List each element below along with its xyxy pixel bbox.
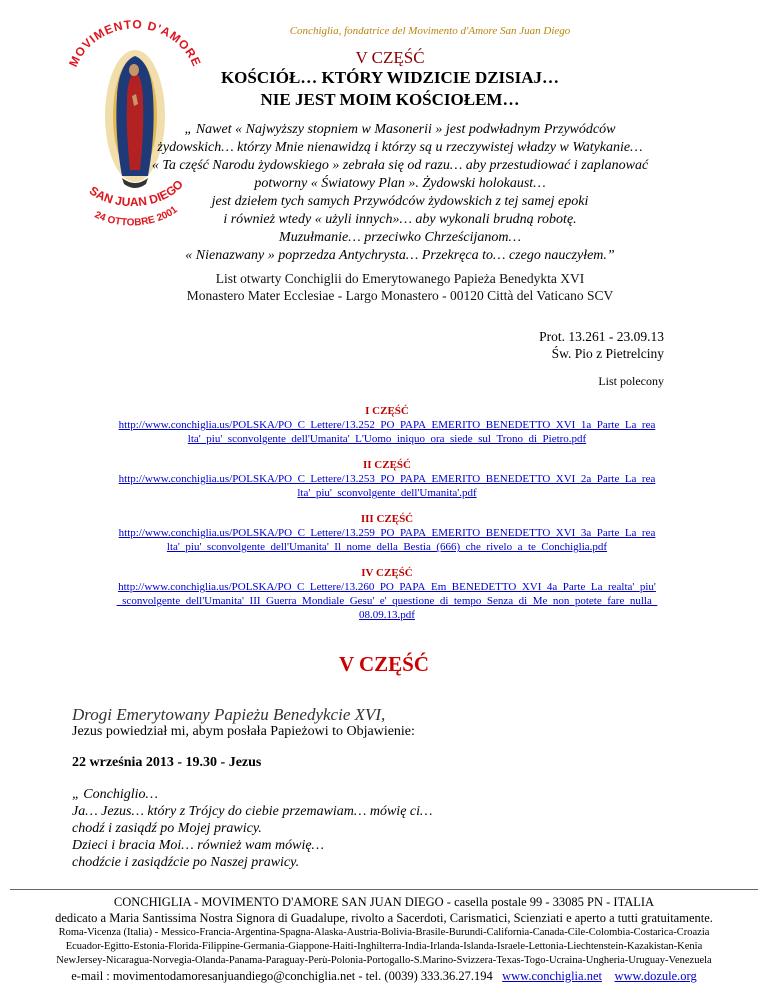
quote-line: i również wtedy « użyli innych»… aby wykonali brudną robotę. <box>223 212 577 227</box>
quote-line: „ Nawet « Najwyższy stopniem w Masonerii » jest podwładnym Przywódców <box>184 122 616 137</box>
footer-countries: NewJersey-Nicaragua-Norvegia-Olanda-Panama-Paraguay-Perù-Polonia-Portogallo-S.Marino-Svizzera-Texas-Togo-Ucraina-Ungheria-Uruguay-Venezuela <box>56 955 712 966</box>
part-link-group <box>62 458 712 500</box>
quote-line: Muzułmanie… przeciwko Chrześcijanom… <box>279 230 521 245</box>
footer-countries: Roma-Vicenza (Italia) - Messico-Francia-Argentina-Spagna-Alaska-Austria-Bolivia-Brasile-Burundi-California-Canada-Cile-Colombia-Costarica-Croazia <box>58 927 710 938</box>
message-date: 22 września 2013 - 19.30 - Jezus <box>72 755 262 770</box>
part-4-link-line[interactable]: http://www.conchiglia.us/POLSKA/PO_C_Lettere/13.260_PO_PAPA_Em_BENEDETTO_XVI_4a_Parte_La_realta'_piu' <box>118 581 656 593</box>
title-line-2: NIE JEST MOIM KOŚCIOŁEM… <box>260 90 520 109</box>
footer-address: CONCHIGLIA - MOVIMENTO D'AMORE SAN JUAN DIEGO - casella postale 99 - 33085 PN - ITALIA <box>113 895 655 909</box>
previous-parts-links <box>62 404 712 634</box>
message-line: Ja… Jezus… który z Trójcy do ciebie przemawiam… mówię ci… <box>72 804 433 819</box>
svg-text:MOVIMENTO D'AMORE: MOVIMENTO D'AMORE <box>66 17 204 70</box>
letter-location: Monastero Mater Ecclesiae - Largo Monastero - 00120 Città del Vaticano SCV <box>186 288 614 303</box>
part-label: II CZĘŚĆ <box>363 459 411 471</box>
title-line-1: KOŚCIÓŁ… KTÓRY WIDZICIE DZISIAJ… <box>220 68 560 87</box>
part-link-group <box>62 512 712 554</box>
intro-text: Jezus powiedział mi, abym posłała Papieżowi to Objawienie: <box>72 724 415 739</box>
footer <box>10 894 758 985</box>
message-line: chodź i zasiądź po Mojej prawicy. <box>72 821 262 836</box>
footer-countries: Ecuador-Egitto-Estonia-Florida-Filippine-Germania-Giappone-Haiti-Inghilterra-India-Irlanda-Islanda-Israele-Lettonia-Liechtenstein-Kazakistan-Kenia <box>65 941 703 952</box>
protocol-number: Prot. 13.261 - 23.09.13 <box>539 329 664 344</box>
letter-address <box>180 270 620 304</box>
part-4-link-line[interactable]: 08.09.13.pdf <box>359 609 415 621</box>
part-4-link-line[interactable]: _sconvolgente_dell'Umanita'_III_Guerra_Mondiale_Gesu'_e'_questione_di_tempo_Senza_di_Me_non_potete_fare_nulla_ <box>116 595 658 607</box>
part-3-link-line[interactable]: lta'_piu'_sconvolgente_dell'Umanita'_Il_nome_della_Bestia_(666)_che_rivelo_a_te_Conchiglia.pdf <box>166 541 608 553</box>
registered-letter-note: List polecony <box>598 374 664 388</box>
svg-text:24 OTTOBRE 2001: 24 OTTOBRE 2001 <box>92 204 180 228</box>
part-2-link-line[interactable]: http://www.conchiglia.us/POLSKA/PO_C_Lettere/13.253_PO_PAPA_EMERITO_BENEDETTO_XVI_2a_Parte_La_rea <box>118 473 656 485</box>
part-label: IV CZĘŚĆ <box>361 567 413 579</box>
header-tagline: Conchiglia, fondatrice del Movimento d'Amore San Juan Diego <box>289 25 571 37</box>
quote-line: jest dziełem tych samych Przywódców żydowskich z tej samej epoki <box>211 194 589 209</box>
part-number: V CZĘŚĆ <box>355 48 425 67</box>
footer-contact: e-mail : movimentodamoresanjuandiego@conchiglia.net - tel. (0039) 333.36.27.194 <box>71 969 493 983</box>
section-heading: V CZĘŚĆ <box>338 652 430 676</box>
message-line: „ Conchiglio… <box>72 787 158 802</box>
part-3-link-line[interactable]: http://www.conchiglia.us/POLSKA/PO_C_Lettere/13.259_PO_PAPA_EMERITO_BENEDETTO_XVI_3a_Parte_La_rea <box>118 527 656 539</box>
part-1-link-line[interactable]: http://www.conchiglia.us/POLSKA/PO_C_Lettere/13.252_PO_PAPA_EMERITO_BENEDETTO_XVI_1a_Parte_La_rea <box>118 419 656 431</box>
svg-text:SAN JUAN DIEGO: SAN JUAN DIEGO <box>86 177 186 210</box>
part-2-link-line[interactable]: lta'_piu'_sconvolgente_dell'Umanita'.pdf <box>297 487 477 499</box>
quote-line: « Ta część Narodu żydowskiego » zebrała się od razu… aby przestudiować i zaplanować <box>151 158 649 173</box>
footer-contact-line <box>10 968 758 985</box>
part-1-link-line[interactable]: lta'_piu'_sconvolgente_dell'Umanita'_L'Uomo_iniquo_ora_siede_sul_Trono_di_Pietro.pdf <box>187 433 587 445</box>
part-link-group <box>62 566 712 622</box>
part-label: I CZĘŚĆ <box>365 405 409 417</box>
message-line: Dzieci i bracia Moi… również wam mówię… <box>72 838 324 853</box>
quote-line: potworny « Światowy Plan ». Żydowski holokaust… <box>254 176 546 191</box>
jesus-message <box>72 786 432 871</box>
quote-line: « Nienazwany » poprzedza Antychrysta… Przekręca to… czego nauczyłem.” <box>185 248 615 263</box>
part-label: III CZĘŚĆ <box>360 513 414 525</box>
message-line: chodźcie i zasiądźcie po Naszej prawicy. <box>72 855 300 870</box>
jesus-quote <box>150 121 650 265</box>
footer-dedication: dedicato a Maria Santissima Nostra Signora di Guadalupe, rivolto a Sacerdoti, Carismatici, Scienziati e aperto a tutti gratuitamente. <box>55 911 713 925</box>
letter-recipient: List otwarty Conchiglii do Emerytowanego Papieża Benedykta XVI <box>215 271 585 286</box>
footer-divider <box>10 889 758 890</box>
conchiglia-link[interactable]: www.conchiglia.net <box>502 969 602 983</box>
part-link-group <box>62 404 712 446</box>
protocol-saint: Św. Pio z Pietrelciny <box>551 346 664 361</box>
dozule-link[interactable]: www.dozule.org <box>614 969 697 983</box>
quote-line: żydowskich… którzy Mnie nienawidzą i którzy są u rzeczywistej władzy w Watykanie… <box>157 140 643 155</box>
salutation: Drogi Emerytowany Papieżu Benedykcie XVI, <box>72 705 386 724</box>
protocol-block <box>539 328 664 362</box>
